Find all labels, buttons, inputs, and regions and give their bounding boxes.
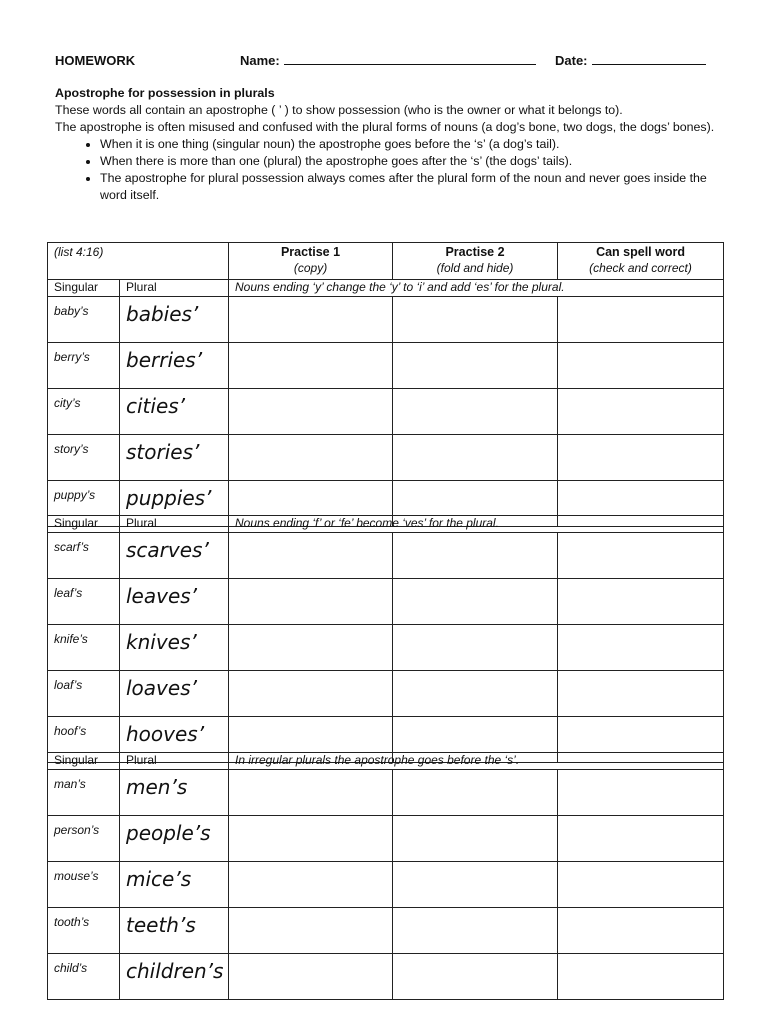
date-field[interactable] — [555, 53, 706, 68]
practise-2-cell[interactable] — [393, 343, 558, 389]
rules-list — [55, 136, 725, 204]
intro — [55, 85, 725, 204]
plural-cell: berries’ — [120, 343, 229, 389]
plural-cell: men’s — [120, 770, 229, 816]
practise-2-cell[interactable] — [393, 389, 558, 435]
homework-label: HOMEWORK — [55, 53, 136, 68]
practise-2-cell[interactable] — [393, 435, 558, 481]
plural-cell: leaves’ — [120, 579, 229, 625]
practise-1-cell[interactable] — [229, 671, 393, 717]
practise-1-sub: (copy) — [293, 261, 328, 275]
rule-item: • The apostrophe for plural possession always comes after the plural form of the noun and never goes inside the word itself. — [100, 170, 725, 204]
can-spell-cell[interactable] — [558, 954, 724, 1000]
singular-cell: child’s — [48, 954, 120, 1000]
word-table-f-ending — [47, 515, 724, 763]
group-note: Nouns ending ‘y’ change the ‘y’ to ‘i’ and add ‘es’ for the plural. — [229, 280, 724, 297]
can-spell-cell[interactable] — [558, 816, 724, 862]
singular-cell: mouse’s — [48, 862, 120, 908]
date-label: Date: — [555, 53, 588, 68]
practise-1-cell[interactable] — [229, 389, 393, 435]
intro-line-1: These words all contain an apostrophe ( ’ ) to show possession (who is the owner or what it belongs to). — [55, 103, 623, 117]
table-row — [48, 533, 724, 579]
singular-cell: knife’s — [48, 625, 120, 671]
plural-cell: knives’ — [120, 625, 229, 671]
practise-1-cell[interactable] — [229, 343, 393, 389]
singular-cell: baby’s — [48, 297, 120, 343]
can-spell-cell[interactable] — [558, 389, 724, 435]
plural-header: Plural — [120, 516, 229, 533]
practise-1-title: Practise 1 — [280, 245, 341, 259]
can-spell-cell[interactable] — [558, 297, 724, 343]
practise-1-cell[interactable] — [229, 533, 393, 579]
plural-cell: puppies’ — [120, 481, 229, 527]
table-row — [48, 816, 724, 862]
plural-cell: people’s — [120, 816, 229, 862]
table-row — [48, 579, 724, 625]
table-row — [48, 389, 724, 435]
practise-2-cell[interactable] — [393, 579, 558, 625]
can-spell-header — [558, 243, 724, 280]
plural-cell: children’s — [120, 954, 229, 1000]
practise-1-cell[interactable] — [229, 816, 393, 862]
plural-cell: scarves’ — [120, 533, 229, 579]
practise-1-header — [229, 243, 393, 280]
practise-2-cell[interactable] — [393, 297, 558, 343]
table-row — [48, 770, 724, 816]
practise-1-cell[interactable] — [229, 770, 393, 816]
practise-1-cell[interactable] — [229, 954, 393, 1000]
can-spell-cell[interactable] — [558, 343, 724, 389]
practise-2-cell[interactable] — [393, 816, 558, 862]
singular-cell: city’s — [48, 389, 120, 435]
singular-cell: person’s — [48, 816, 120, 862]
can-spell-cell[interactable] — [558, 671, 724, 717]
word-table-irregular — [47, 752, 724, 1000]
can-spell-cell[interactable] — [558, 908, 724, 954]
date-line[interactable] — [592, 54, 706, 65]
name-line[interactable] — [284, 54, 536, 65]
table-row — [48, 435, 724, 481]
intro-line-2: The apostrophe is often misused and confused with the plural forms of nouns (a dog’s bone, two dogs, the dogs’ bones). — [55, 120, 715, 134]
rule-item: • When there is more than one (plural) the apostrophe goes after the ‘s’ (the dogs’ tails). — [100, 153, 725, 170]
rule-item: • When it is one thing (singular noun) the apostrophe goes before the ‘s’ (a dog’s tail). — [100, 136, 725, 153]
can-spell-cell[interactable] — [558, 435, 724, 481]
intro-title: Apostrophe for possession in plurals — [55, 86, 275, 100]
singular-cell: leaf’s — [48, 579, 120, 625]
singular-header: Singular — [48, 516, 120, 533]
practise-2-title: Practise 2 — [445, 245, 505, 259]
table-row — [48, 862, 724, 908]
singular-cell: hoof’s — [48, 717, 120, 763]
table-row — [48, 954, 724, 1000]
singular-header: Singular — [48, 280, 120, 297]
group-note: Nouns ending ‘f’ or ‘fe’ become ‘ves’ for the plural. — [229, 516, 724, 533]
practise-2-cell[interactable] — [393, 533, 558, 579]
plural-cell: cities’ — [120, 389, 229, 435]
practise-2-cell[interactable] — [393, 770, 558, 816]
practise-2-header — [393, 243, 558, 280]
can-spell-cell[interactable] — [558, 625, 724, 671]
practise-1-cell[interactable] — [229, 625, 393, 671]
word-table-y-ending — [47, 242, 724, 527]
practise-1-cell[interactable] — [229, 297, 393, 343]
practise-1-cell[interactable] — [229, 908, 393, 954]
can-spell-cell[interactable] — [558, 862, 724, 908]
table-row — [48, 343, 724, 389]
singular-cell: story’s — [48, 435, 120, 481]
singular-cell: tooth’s — [48, 908, 120, 954]
group-note: In irregular plurals the apostrophe goes before the ‘s’. — [229, 753, 724, 770]
plural-cell: stories’ — [120, 435, 229, 481]
name-label: Name: — [240, 53, 280, 68]
singular-cell: loaf’s — [48, 671, 120, 717]
singular-header: Singular — [48, 753, 120, 770]
practise-1-cell[interactable] — [229, 435, 393, 481]
list-label: (list 4:16) — [48, 243, 229, 280]
practise-2-cell[interactable] — [393, 671, 558, 717]
plural-header: Plural — [120, 753, 229, 770]
plural-cell: mice’s — [120, 862, 229, 908]
practise-1-cell[interactable] — [229, 579, 393, 625]
practise-2-cell[interactable] — [393, 862, 558, 908]
singular-cell: berry’s — [48, 343, 120, 389]
plural-cell: loaves’ — [120, 671, 229, 717]
table-row — [48, 671, 724, 717]
practise-2-cell[interactable] — [393, 625, 558, 671]
table-row — [48, 297, 724, 343]
can-spell-cell[interactable] — [558, 770, 724, 816]
singular-cell: scarf’s — [48, 533, 120, 579]
can-spell-sub: (check and correct) — [589, 261, 692, 275]
practise-2-sub: (fold and hide) — [436, 261, 514, 275]
plural-cell: teeth’s — [120, 908, 229, 954]
practise-1-cell[interactable] — [229, 862, 393, 908]
plural-cell: babies’ — [120, 297, 229, 343]
table-row — [48, 625, 724, 671]
singular-cell: puppy’s — [48, 481, 120, 527]
plural-header: Plural — [120, 280, 229, 297]
practise-2-cell[interactable] — [393, 954, 558, 1000]
plural-cell: hooves’ — [120, 717, 229, 763]
practise-2-cell[interactable] — [393, 908, 558, 954]
name-field[interactable] — [240, 53, 536, 68]
can-spell-cell[interactable] — [558, 533, 724, 579]
can-spell-cell[interactable] — [558, 579, 724, 625]
table-row — [48, 908, 724, 954]
can-spell-title: Can spell word — [596, 245, 685, 259]
singular-cell: man’s — [48, 770, 120, 816]
